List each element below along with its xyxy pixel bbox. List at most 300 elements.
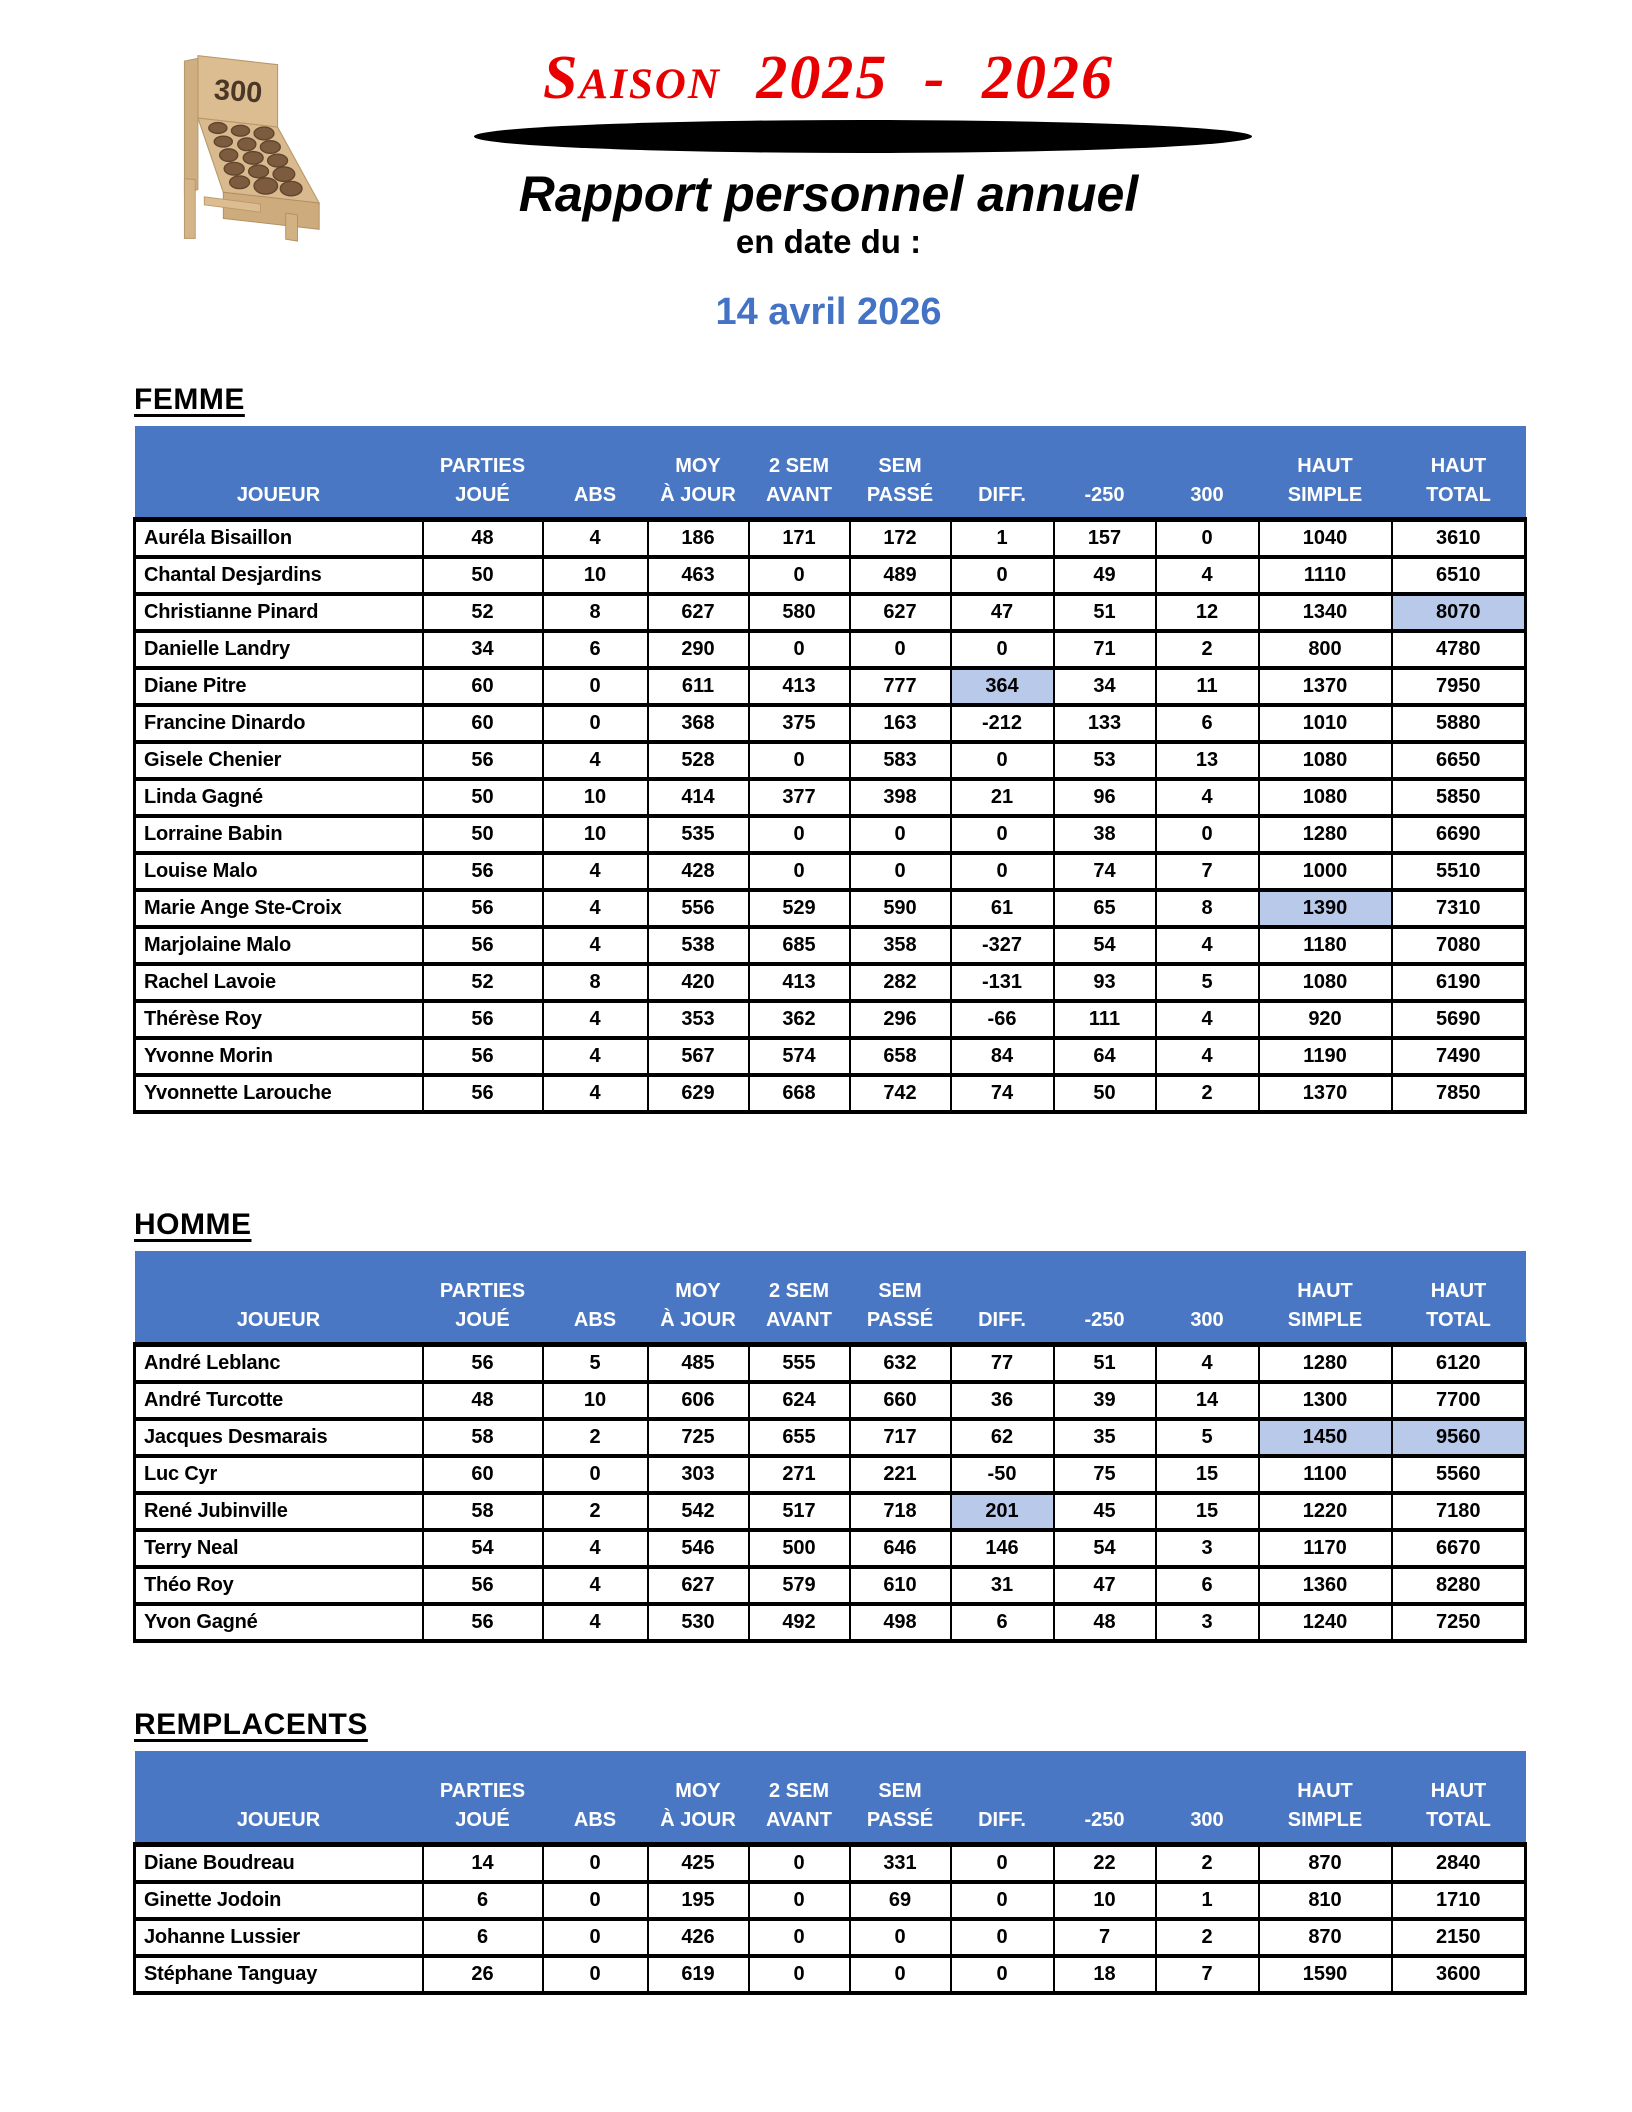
player-name-cell: Johanne Lussier: [135, 1919, 423, 1956]
value-cell-sem_passe: 660: [850, 1382, 951, 1419]
column-header-moins_250: -250: [1054, 1751, 1156, 1845]
value-cell-moy_a_jour: 542: [648, 1493, 749, 1530]
value-cell-moy_a_jour: 414: [648, 779, 749, 816]
table-row: [135, 816, 1526, 853]
value-cell-haut_simple: 1300: [1259, 1382, 1392, 1419]
table-row: [135, 742, 1526, 779]
value-cell-haut_simple: 1040: [1259, 520, 1392, 558]
value-cell-parties_joue: 60: [423, 1456, 543, 1493]
value-cell-deux_sem_avant: 271: [749, 1456, 850, 1493]
table-row: [135, 1882, 1526, 1919]
value-cell-sem_passe: 646: [850, 1530, 951, 1567]
value-cell-sem_passe: 358: [850, 927, 951, 964]
value-cell-haut_total: 7700: [1392, 1382, 1526, 1419]
value-cell-moins_250: 157: [1054, 520, 1156, 558]
value-cell-moy_a_jour: 426: [648, 1919, 749, 1956]
value-cell-deux_sem_avant: 492: [749, 1604, 850, 1641]
value-cell-haut_total: 6670: [1392, 1530, 1526, 1567]
section-title-remplacents: REMPLACENTS: [134, 1708, 368, 1741]
value-cell-moy_a_jour: 611: [648, 668, 749, 705]
player-name-cell: Louise Malo: [135, 853, 423, 890]
section-homme: [133, 1208, 1524, 1643]
player-name-cell: Danielle Landry: [135, 631, 423, 668]
value-cell-diff: -327: [951, 927, 1054, 964]
value-cell-abs: 0: [543, 1456, 648, 1493]
player-name-cell: René Jubinville: [135, 1493, 423, 1530]
column-header-joueur: JOUEUR: [135, 426, 423, 520]
table-row: [135, 779, 1526, 816]
column-header-joueur: JOUEUR: [135, 1751, 423, 1845]
value-cell-sem_passe: 498: [850, 1604, 951, 1641]
value-cell-parties_joue: 50: [423, 779, 543, 816]
column-header-diff: DIFF.: [951, 426, 1054, 520]
value-cell-moins_250: 54: [1054, 927, 1156, 964]
value-cell-sem_passe: 0: [850, 1919, 951, 1956]
value-cell-haut_simple: 1340: [1259, 594, 1392, 631]
value-cell-haut_total: 6690: [1392, 816, 1526, 853]
player-name-cell: Yvon Gagné: [135, 1604, 423, 1641]
value-cell-abs: 6: [543, 631, 648, 668]
table-row: [135, 1419, 1526, 1456]
column-header-deux_sem_avant: 2 SEM AVANT: [749, 426, 850, 520]
value-cell-sem_passe: 69: [850, 1882, 951, 1919]
value-cell-trois_cents: 8: [1156, 890, 1259, 927]
value-cell-deux_sem_avant: 580: [749, 594, 850, 631]
value-cell-sem_passe: 172: [850, 520, 951, 558]
column-header-sem_passe: SEM PASSÉ: [850, 1751, 951, 1845]
column-header-abs: ABS: [543, 1751, 648, 1845]
value-cell-diff: 74: [951, 1075, 1054, 1112]
value-cell-moins_250: 75: [1054, 1456, 1156, 1493]
player-name-cell: Christianne Pinard: [135, 594, 423, 631]
value-cell-diff: 47: [951, 594, 1054, 631]
value-cell-trois_cents: 6: [1156, 1567, 1259, 1604]
value-cell-diff: -66: [951, 1001, 1054, 1038]
value-cell-moy_a_jour: 186: [648, 520, 749, 558]
value-cell-trois_cents: 3: [1156, 1604, 1259, 1641]
table-row: [135, 1845, 1526, 1883]
player-name-cell: Ginette Jodoin: [135, 1882, 423, 1919]
value-cell-trois_cents: 2: [1156, 1075, 1259, 1112]
value-cell-parties_joue: 56: [423, 742, 543, 779]
value-cell-moy_a_jour: 627: [648, 594, 749, 631]
section-title-homme: HOMME: [134, 1208, 252, 1241]
column-header-diff: DIFF.: [951, 1751, 1054, 1845]
value-cell-parties_joue: 56: [423, 1345, 543, 1383]
player-name-cell: Terry Neal: [135, 1530, 423, 1567]
value-cell-sem_passe: 296: [850, 1001, 951, 1038]
value-cell-moy_a_jour: 485: [648, 1345, 749, 1383]
value-cell-deux_sem_avant: 0: [749, 816, 850, 853]
value-cell-haut_simple: 1370: [1259, 1075, 1392, 1112]
table-row: [135, 668, 1526, 705]
value-cell-sem_passe: 718: [850, 1493, 951, 1530]
value-cell-abs: 4: [543, 742, 648, 779]
player-name-cell: Luc Cyr: [135, 1456, 423, 1493]
value-cell-haut_simple: 1180: [1259, 927, 1392, 964]
value-cell-parties_joue: 50: [423, 557, 543, 594]
player-name-cell: Marie Ange Ste-Croix: [135, 890, 423, 927]
value-cell-parties_joue: 56: [423, 1001, 543, 1038]
value-cell-sem_passe: 658: [850, 1038, 951, 1075]
table-row: [135, 594, 1526, 631]
value-cell-trois_cents: 15: [1156, 1493, 1259, 1530]
player-name-cell: Yvonne Morin: [135, 1038, 423, 1075]
value-cell-sem_passe: 282: [850, 964, 951, 1001]
value-cell-haut_simple: 920: [1259, 1001, 1392, 1038]
value-cell-haut_simple: 870: [1259, 1845, 1392, 1883]
value-cell-trois_cents: 5: [1156, 964, 1259, 1001]
value-cell-haut_simple: 870: [1259, 1919, 1392, 1956]
value-cell-haut_total: 4780: [1392, 631, 1526, 668]
column-header-parties_joue: PARTIES JOUÉ: [423, 426, 543, 520]
column-header-deux_sem_avant: 2 SEM AVANT: [749, 1751, 850, 1845]
value-cell-haut_simple: 1450: [1259, 1419, 1392, 1456]
value-cell-sem_passe: 489: [850, 557, 951, 594]
column-header-abs: ABS: [543, 1251, 648, 1345]
table-row: [135, 1345, 1526, 1383]
svg-text:300: 300: [212, 74, 264, 110]
value-cell-diff: 0: [951, 853, 1054, 890]
value-cell-diff: -50: [951, 1456, 1054, 1493]
value-cell-deux_sem_avant: 0: [749, 742, 850, 779]
value-cell-parties_joue: 56: [423, 1075, 543, 1112]
table-row: [135, 631, 1526, 668]
value-cell-sem_passe: 777: [850, 668, 951, 705]
value-cell-parties_joue: 6: [423, 1919, 543, 1956]
value-cell-diff: 0: [951, 557, 1054, 594]
divider-swoosh: [474, 120, 1252, 153]
value-cell-haut_total: 8070: [1392, 594, 1526, 631]
value-cell-parties_joue: 58: [423, 1493, 543, 1530]
value-cell-haut_total: 7250: [1392, 1604, 1526, 1641]
value-cell-abs: 4: [543, 1604, 648, 1641]
player-name-cell: Francine Dinardo: [135, 705, 423, 742]
value-cell-moy_a_jour: 420: [648, 964, 749, 1001]
value-cell-moins_250: 71: [1054, 631, 1156, 668]
table-row: [135, 1919, 1526, 1956]
value-cell-trois_cents: 7: [1156, 853, 1259, 890]
value-cell-abs: 4: [543, 927, 648, 964]
value-cell-haut_total: 1710: [1392, 1882, 1526, 1919]
value-cell-haut_simple: 1080: [1259, 742, 1392, 779]
value-cell-moy_a_jour: 546: [648, 1530, 749, 1567]
table-row: [135, 1956, 1526, 1993]
header-row: [135, 1251, 1526, 1345]
value-cell-haut_simple: 1000: [1259, 853, 1392, 890]
value-cell-parties_joue: 34: [423, 631, 543, 668]
value-cell-deux_sem_avant: 0: [749, 1845, 850, 1883]
value-cell-trois_cents: 4: [1156, 779, 1259, 816]
value-cell-deux_sem_avant: 555: [749, 1345, 850, 1383]
column-header-trois_cents: 300: [1156, 1251, 1259, 1345]
column-header-trois_cents: 300: [1156, 1751, 1259, 1845]
value-cell-sem_passe: 632: [850, 1345, 951, 1383]
column-header-haut_simple: HAUT SIMPLE: [1259, 1751, 1392, 1845]
value-cell-parties_joue: 60: [423, 668, 543, 705]
value-cell-trois_cents: 4: [1156, 557, 1259, 594]
header-row: [135, 1751, 1526, 1845]
value-cell-diff: 0: [951, 1882, 1054, 1919]
section-femme: [133, 383, 1524, 1114]
value-cell-haut_total: 7310: [1392, 890, 1526, 927]
value-cell-deux_sem_avant: 500: [749, 1530, 850, 1567]
value-cell-moy_a_jour: 535: [648, 816, 749, 853]
value-cell-sem_passe: 627: [850, 594, 951, 631]
value-cell-haut_simple: 1110: [1259, 557, 1392, 594]
value-cell-moy_a_jour: 538: [648, 927, 749, 964]
value-cell-deux_sem_avant: 0: [749, 1882, 850, 1919]
column-header-moy_a_jour: MOY À JOUR: [648, 426, 749, 520]
season-title: Saison 2025 - 2026: [542, 44, 1115, 112]
value-cell-parties_joue: 52: [423, 964, 543, 1001]
value-cell-parties_joue: 52: [423, 594, 543, 631]
table-row: [135, 1075, 1526, 1112]
column-header-abs: ABS: [543, 426, 648, 520]
value-cell-abs: 10: [543, 557, 648, 594]
value-cell-trois_cents: 7: [1156, 1956, 1259, 1993]
value-cell-abs: 4: [543, 1567, 648, 1604]
value-cell-sem_passe: 0: [850, 853, 951, 890]
value-cell-parties_joue: 48: [423, 520, 543, 558]
value-cell-moins_250: 10: [1054, 1882, 1156, 1919]
value-cell-moy_a_jour: 528: [648, 742, 749, 779]
column-header-moy_a_jour: MOY À JOUR: [648, 1251, 749, 1345]
value-cell-abs: 4: [543, 1075, 648, 1112]
value-cell-trois_cents: 4: [1156, 1345, 1259, 1383]
column-header-haut_total: HAUT TOTAL: [1392, 426, 1526, 520]
player-name-cell: Stéphane Tanguay: [135, 1956, 423, 1993]
section-remplacents: [133, 1708, 1524, 1995]
player-name-cell: Jacques Desmarais: [135, 1419, 423, 1456]
value-cell-abs: 10: [543, 1382, 648, 1419]
value-cell-abs: 4: [543, 1001, 648, 1038]
value-cell-moins_250: 64: [1054, 1038, 1156, 1075]
value-cell-abs: 4: [543, 853, 648, 890]
value-cell-moy_a_jour: 428: [648, 853, 749, 890]
value-cell-sem_passe: 610: [850, 1567, 951, 1604]
value-cell-trois_cents: 11: [1156, 668, 1259, 705]
value-cell-moins_250: 39: [1054, 1382, 1156, 1419]
value-cell-deux_sem_avant: 171: [749, 520, 850, 558]
value-cell-sem_passe: 163: [850, 705, 951, 742]
column-header-joueur: JOUEUR: [135, 1251, 423, 1345]
column-header-haut_total: HAUT TOTAL: [1392, 1251, 1526, 1345]
value-cell-trois_cents: 0: [1156, 816, 1259, 853]
value-cell-moins_250: 47: [1054, 1567, 1156, 1604]
table-row: [135, 890, 1526, 927]
table-row: [135, 1038, 1526, 1075]
date-value: 14 avril 2026: [715, 291, 942, 333]
value-cell-deux_sem_avant: 574: [749, 1038, 850, 1075]
value-cell-parties_joue: 56: [423, 1038, 543, 1075]
value-cell-haut_simple: 1220: [1259, 1493, 1392, 1530]
value-cell-deux_sem_avant: 655: [749, 1419, 850, 1456]
player-name-cell: Marjolaine Malo: [135, 927, 423, 964]
value-cell-sem_passe: 742: [850, 1075, 951, 1112]
value-cell-diff: 364: [951, 668, 1054, 705]
value-cell-moins_250: 7: [1054, 1919, 1156, 1956]
value-cell-moins_250: 133: [1054, 705, 1156, 742]
value-cell-moy_a_jour: 195: [648, 1882, 749, 1919]
value-cell-haut_total: 7950: [1392, 668, 1526, 705]
value-cell-diff: 62: [951, 1419, 1054, 1456]
value-cell-trois_cents: 4: [1156, 927, 1259, 964]
table-row: [135, 1567, 1526, 1604]
value-cell-abs: 0: [543, 1845, 648, 1883]
value-cell-parties_joue: 56: [423, 1604, 543, 1641]
value-cell-moins_250: 96: [1054, 779, 1156, 816]
value-cell-parties_joue: 56: [423, 1567, 543, 1604]
value-cell-deux_sem_avant: 517: [749, 1493, 850, 1530]
column-header-haut_simple: HAUT SIMPLE: [1259, 1251, 1392, 1345]
value-cell-moins_250: 65: [1054, 890, 1156, 927]
value-cell-haut_simple: 1240: [1259, 1604, 1392, 1641]
value-cell-diff: -131: [951, 964, 1054, 1001]
value-cell-deux_sem_avant: 668: [749, 1075, 850, 1112]
value-cell-haut_total: 7490: [1392, 1038, 1526, 1075]
column-header-deux_sem_avant: 2 SEM AVANT: [749, 1251, 850, 1345]
value-cell-moy_a_jour: 425: [648, 1845, 749, 1883]
player-name-cell: André Leblanc: [135, 1345, 423, 1383]
value-cell-deux_sem_avant: 685: [749, 927, 850, 964]
value-cell-moins_250: 34: [1054, 668, 1156, 705]
value-cell-trois_cents: 14: [1156, 1382, 1259, 1419]
value-cell-diff: 6: [951, 1604, 1054, 1641]
value-cell-deux_sem_avant: 624: [749, 1382, 850, 1419]
player-name-cell: Diane Pitre: [135, 668, 423, 705]
player-name-cell: Thérèse Roy: [135, 1001, 423, 1038]
value-cell-deux_sem_avant: 0: [749, 631, 850, 668]
value-cell-diff: 1: [951, 520, 1054, 558]
player-name-cell: Linda Gagné: [135, 779, 423, 816]
value-cell-diff: 201: [951, 1493, 1054, 1530]
value-cell-moy_a_jour: 463: [648, 557, 749, 594]
value-cell-trois_cents: 15: [1156, 1456, 1259, 1493]
value-cell-haut_simple: 810: [1259, 1882, 1392, 1919]
report-header: [133, 44, 1524, 334]
value-cell-haut_total: 6120: [1392, 1345, 1526, 1383]
value-cell-moins_250: 51: [1054, 1345, 1156, 1383]
value-cell-moy_a_jour: 303: [648, 1456, 749, 1493]
value-cell-haut_simple: 1360: [1259, 1567, 1392, 1604]
value-cell-haut_total: 5560: [1392, 1456, 1526, 1493]
value-cell-diff: -212: [951, 705, 1054, 742]
value-cell-haut_simple: 1390: [1259, 890, 1392, 927]
value-cell-abs: 2: [543, 1419, 648, 1456]
stats-table-homme: [133, 1251, 1527, 1643]
table-row: [135, 1604, 1526, 1641]
player-name-cell: Chantal Desjardins: [135, 557, 423, 594]
value-cell-parties_joue: 14: [423, 1845, 543, 1883]
value-cell-haut_total: 7080: [1392, 927, 1526, 964]
value-cell-sem_passe: 0: [850, 816, 951, 853]
value-cell-abs: 4: [543, 520, 648, 558]
value-cell-haut_simple: 1010: [1259, 705, 1392, 742]
value-cell-deux_sem_avant: 529: [749, 890, 850, 927]
player-name-cell: Théo Roy: [135, 1567, 423, 1604]
player-name-cell: Diane Boudreau: [135, 1845, 423, 1883]
value-cell-diff: 21: [951, 779, 1054, 816]
value-cell-deux_sem_avant: 375: [749, 705, 850, 742]
value-cell-haut_total: 3610: [1392, 520, 1526, 558]
value-cell-trois_cents: 0: [1156, 520, 1259, 558]
column-header-haut_total: HAUT TOTAL: [1392, 1751, 1526, 1845]
value-cell-parties_joue: 48: [423, 1382, 543, 1419]
value-cell-diff: 31: [951, 1567, 1054, 1604]
column-header-moins_250: -250: [1054, 426, 1156, 520]
player-name-cell: Auréla Bisaillon: [135, 520, 423, 558]
table-row: [135, 1530, 1526, 1567]
value-cell-haut_simple: 1370: [1259, 668, 1392, 705]
table-row: [135, 1382, 1526, 1419]
player-name-cell: Yvonnette Larouche: [135, 1075, 423, 1112]
value-cell-haut_simple: 1170: [1259, 1530, 1392, 1567]
value-cell-moy_a_jour: 725: [648, 1419, 749, 1456]
value-cell-haut_simple: 1280: [1259, 1345, 1392, 1383]
value-cell-haut_total: 5510: [1392, 853, 1526, 890]
value-cell-haut_total: 2840: [1392, 1845, 1526, 1883]
table-row: [135, 520, 1526, 558]
value-cell-abs: 2: [543, 1493, 648, 1530]
value-cell-haut_simple: 1590: [1259, 1956, 1392, 1993]
value-cell-sem_passe: 583: [850, 742, 951, 779]
value-cell-deux_sem_avant: 0: [749, 853, 850, 890]
value-cell-diff: 0: [951, 1919, 1054, 1956]
value-cell-trois_cents: 4: [1156, 1038, 1259, 1075]
value-cell-haut_total: 5850: [1392, 779, 1526, 816]
value-cell-abs: 5: [543, 1345, 648, 1383]
value-cell-parties_joue: 56: [423, 890, 543, 927]
value-cell-sem_passe: 590: [850, 890, 951, 927]
value-cell-trois_cents: 6: [1156, 705, 1259, 742]
value-cell-abs: 10: [543, 816, 648, 853]
value-cell-abs: 4: [543, 1530, 648, 1567]
value-cell-abs: 4: [543, 890, 648, 927]
player-name-cell: Rachel Lavoie: [135, 964, 423, 1001]
value-cell-deux_sem_avant: 579: [749, 1567, 850, 1604]
value-cell-moins_250: 51: [1054, 594, 1156, 631]
value-cell-parties_joue: 54: [423, 1530, 543, 1567]
value-cell-haut_simple: 800: [1259, 631, 1392, 668]
column-header-haut_simple: HAUT SIMPLE: [1259, 426, 1392, 520]
value-cell-sem_passe: 398: [850, 779, 951, 816]
value-cell-abs: 8: [543, 594, 648, 631]
value-cell-moins_250: 111: [1054, 1001, 1156, 1038]
value-cell-moy_a_jour: 567: [648, 1038, 749, 1075]
value-cell-moy_a_jour: 556: [648, 890, 749, 927]
value-cell-haut_simple: 1080: [1259, 779, 1392, 816]
value-cell-diff: 61: [951, 890, 1054, 927]
table-row: [135, 927, 1526, 964]
header-row: [135, 426, 1526, 520]
value-cell-deux_sem_avant: 377: [749, 779, 850, 816]
value-cell-moy_a_jour: 290: [648, 631, 749, 668]
stats-table-femme: [133, 426, 1527, 1114]
value-cell-diff: 0: [951, 1845, 1054, 1883]
value-cell-haut_total: 6510: [1392, 557, 1526, 594]
value-cell-parties_joue: 56: [423, 927, 543, 964]
value-cell-moins_250: 38: [1054, 816, 1156, 853]
column-header-sem_passe: SEM PASSÉ: [850, 1251, 951, 1345]
value-cell-trois_cents: 1: [1156, 1882, 1259, 1919]
value-cell-deux_sem_avant: 0: [749, 1919, 850, 1956]
player-name-cell: André Turcotte: [135, 1382, 423, 1419]
column-header-moins_250: -250: [1054, 1251, 1156, 1345]
value-cell-parties_joue: 26: [423, 1956, 543, 1993]
column-header-diff: DIFF.: [951, 1251, 1054, 1345]
value-cell-sem_passe: 0: [850, 631, 951, 668]
